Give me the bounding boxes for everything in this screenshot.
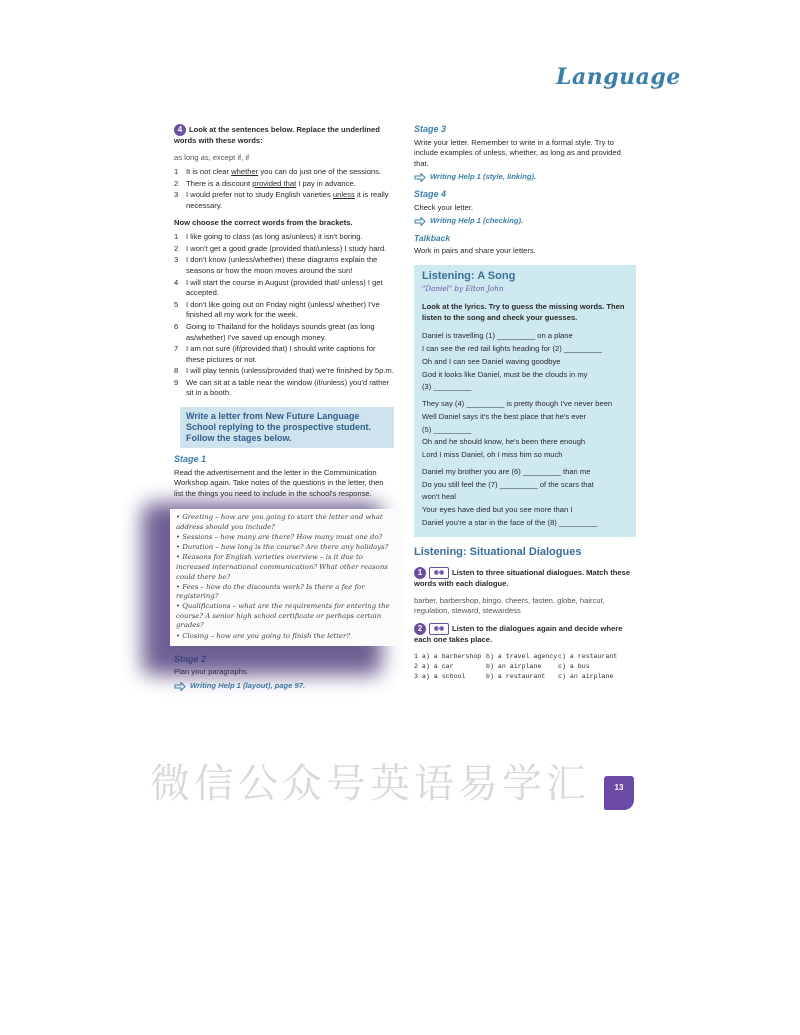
exercise-number-badge: 1: [414, 567, 426, 579]
stage1-text: Read the advertisement and the letter in the Communication Workshop again. Take notes of the questions in the letter, then list the things you need to include in the school's response.: [174, 467, 384, 498]
note-item: • Reasons for English varieties overview – is it due to increased international communication? What other reasons could there be?: [176, 553, 388, 581]
dialogues-ex2-text: Listen to the dialogues again and decide where each one takes place.: [414, 624, 623, 645]
note-item: • Closing – how are you going to finish the letter?: [176, 631, 350, 640]
exercise4-list-a: [174, 167, 394, 211]
choice-option: b) an airplane: [486, 662, 542, 670]
arrow-right-icon: [174, 682, 186, 691]
item-text: Going to Thailand for the holidays sounds great (as long as/whether) I've saved up enough money.: [186, 321, 375, 342]
item-text: I like going to class (as long as/unless) it isn't boring.: [186, 232, 363, 242]
lyrics-verse: [422, 399, 628, 461]
choice-row: [414, 662, 636, 672]
lyrics-verse: [422, 467, 628, 529]
lyrics-line: Oh and he should know, he's been there enough: [422, 437, 586, 447]
exercise4-instruction-2: Now choose the correct words from the brackets.: [174, 217, 353, 227]
list-item: [174, 300, 394, 321]
item-text: I would prefer not to study English varieties: [186, 190, 333, 200]
lyrics-line: Oh and I can see Daniel waving goodbye: [422, 356, 561, 366]
list-item: [174, 378, 394, 399]
exercise4-word-list: as long as, except if, if: [174, 152, 250, 162]
item-number: 3: [174, 190, 179, 200]
choice-option: c) a bus: [558, 662, 590, 670]
note-item: • Fees – how do the discounts work? Is there a fee for registering?: [176, 582, 365, 601]
song-instruction: Look at the lyrics. Try to guess the missing words. Then listen to the song and check your guesses.: [422, 302, 625, 322]
item-number: 2: [174, 243, 179, 253]
list-item: [174, 255, 394, 276]
lyrics-line: Daniel my brother you are (6) _________ than me: [422, 466, 591, 476]
item-number: 6: [174, 321, 179, 331]
list-item: [174, 179, 394, 190]
choice-option: b) a travel agency: [486, 652, 558, 660]
item-text: It is not clear: [186, 167, 232, 177]
list-item: [174, 366, 394, 377]
underlined-word: unless: [332, 190, 355, 200]
cd-icon: ◉◉: [429, 567, 449, 579]
item-text: I am not sure (if/provided that) I should write captions for these pictures or not.: [186, 344, 376, 364]
arrow-right-icon: [414, 217, 426, 226]
item-text: I won't get a good grade (provided that/unless) I study hard.: [186, 243, 387, 253]
lyrics-line: (3) _________: [422, 382, 472, 392]
lyrics-verse: [422, 331, 628, 393]
stage3-text: Write your letter. Remember to write in a formal style. Try to include examples of unless, whether, as long as and provided that.: [414, 137, 621, 168]
talkback-text: Work in pairs and share your letters.: [414, 246, 536, 256]
dialogues-ex1-text: Listen to three situational dialogues. Match these words with each dialogue.: [414, 568, 631, 589]
item-text: I don't like going out on Friday night (unless/ whether) I've finished all my work for the week.: [186, 299, 380, 320]
note-item: • Duration – how long is the course? Are there any holidays?: [176, 543, 389, 552]
item-number: 1: [174, 232, 179, 242]
choice-option: c) an airplane: [558, 672, 614, 680]
item-text: I will start the course in August (provided that/ unless) I get accepted.: [186, 277, 383, 298]
talkback-title: Talkback: [414, 232, 451, 243]
lyrics-line: They say (4) _________ is pretty though I've never been: [422, 399, 613, 409]
dialogues-title: Listening: Situational Dialogues: [414, 545, 582, 558]
item-text: I don't know (unless/whether) these diagrams explain the seasons or how the moon moves around the sun!: [186, 255, 378, 275]
list-item: [174, 232, 394, 243]
choice-option: b) a restaurant: [486, 672, 546, 680]
lyrics-line: Daniel is travelling (1) _________ on a plane: [422, 331, 573, 341]
item-text: I will play tennis (unless/provided that) we're finished by 5p.m.: [186, 366, 394, 376]
item-number: 7: [174, 344, 179, 354]
exercise4-instruction-text: Look at the sentences below. Replace the underlined words with these words:: [174, 125, 380, 145]
list-item: [174, 322, 394, 343]
item-number: 9: [174, 377, 179, 387]
list-item: [174, 190, 394, 211]
notes-list: [170, 509, 402, 645]
lyrics-line: won't heal: [422, 492, 456, 502]
underlined-word: whether: [231, 167, 259, 177]
lyrics-line: Well Daniel says it's the best place that he's ever: [422, 411, 586, 421]
item-text: There is a discount: [186, 178, 253, 188]
exercise-number-badge: 4: [174, 124, 186, 136]
item-number: 1: [174, 167, 179, 177]
exercise4-instruction: [174, 124, 394, 147]
note-item: • Sessions – how many are there? How many must one do?: [176, 533, 383, 542]
stage4-title: Stage 4: [414, 188, 447, 199]
lyrics-line: Do you still feel the (7) _________ of the scars that: [422, 479, 594, 489]
list-item: [174, 167, 394, 178]
lyrics-line: (5) _________: [422, 424, 472, 434]
lyrics-line: Daniel you're a star in the face of the (8) _________: [422, 517, 597, 527]
lyrics-line: God it looks like Daniel, must be the clouds in my: [422, 369, 588, 379]
lyrics-line: Your eyes have died but you see more than I: [422, 505, 573, 515]
song-box: [414, 265, 636, 537]
list-item: [174, 244, 394, 255]
dialogues-choices: [414, 652, 636, 682]
stage4-text: Check your letter.: [414, 202, 474, 212]
choice-row: [414, 672, 636, 682]
exercise-number-badge: 2: [414, 623, 426, 635]
watermark-text: 微信公众号英语易学汇: [150, 761, 590, 807]
item-number: 4: [174, 277, 179, 287]
item-text: We can sit at a table near the window (if/unless) you'd rather sit in a booth.: [186, 377, 390, 398]
song-subtitle: "Daniel" by Elton John: [422, 283, 504, 293]
item-text: you can do just one of the sessions.: [258, 167, 382, 177]
stage3-title: Stage 3: [414, 124, 447, 134]
writing-help-link: Writing Help 1 (checking).: [430, 216, 524, 226]
list-item: [174, 278, 394, 299]
item-number: 8: [174, 366, 179, 376]
writing-help-link: Writing Help 1 (style, linking).: [430, 172, 537, 182]
stage2-writing-help: [174, 681, 394, 692]
arrow-right-icon: [414, 173, 426, 182]
item-text: it is really necessary.: [186, 190, 389, 210]
item-number: 5: [174, 299, 179, 309]
page-number-tab: 13: [604, 776, 634, 810]
choice-option: 2 a) a car: [414, 662, 454, 670]
note-item: • Greeting – how are you going to start the letter and what address should you include?: [176, 513, 383, 532]
dialogues-ex1-instruction: [414, 567, 636, 590]
choice-option: 3 a) a school: [414, 672, 466, 680]
list-item: [174, 344, 394, 365]
item-number: 2: [174, 178, 179, 188]
underlined-word: provided that: [252, 178, 297, 188]
note-item: • Qualifications – what are the requirements for entering the course? A senior high school certificate or perhaps certain grades?: [176, 602, 390, 630]
stage3-writing-help: [414, 172, 636, 183]
item-text: I pay in advance.: [296, 178, 356, 188]
left-column: [174, 124, 394, 697]
choice-option: c) a restaurant: [558, 652, 618, 660]
stage4-writing-help: [414, 216, 636, 227]
right-column: [414, 124, 636, 682]
page-header-title: Language: [556, 64, 681, 90]
exercise4-list-b: [174, 232, 394, 399]
lyrics-line: Lord I miss Daniel, oh I miss him so much: [422, 450, 563, 460]
song-title: Listening: A Song: [422, 269, 516, 282]
choice-row: [414, 652, 636, 662]
item-number: 3: [174, 255, 179, 265]
dialogues-ex2-instruction: [414, 623, 636, 646]
cd-icon: ◉◉: [429, 623, 449, 635]
writing-help-link: Writing Help 1 (layout), page 97.: [190, 680, 306, 690]
song-lyrics: [422, 331, 628, 528]
choice-option: 1 a) a barbershop: [414, 652, 482, 660]
notes-card: [148, 509, 394, 645]
lyrics-line: I can see the red tail lights heading for (2) _________: [422, 344, 602, 354]
task-box: Write a letter from New Future Language School replying to the prospective student. Follow the stages below.: [180, 407, 394, 448]
dialogues-word-list: barber, barbershop, bingo, cheers, fasten, globe, haircut, regulation, steward, stewardess: [414, 595, 605, 616]
stage1-title: Stage 1: [174, 454, 207, 465]
